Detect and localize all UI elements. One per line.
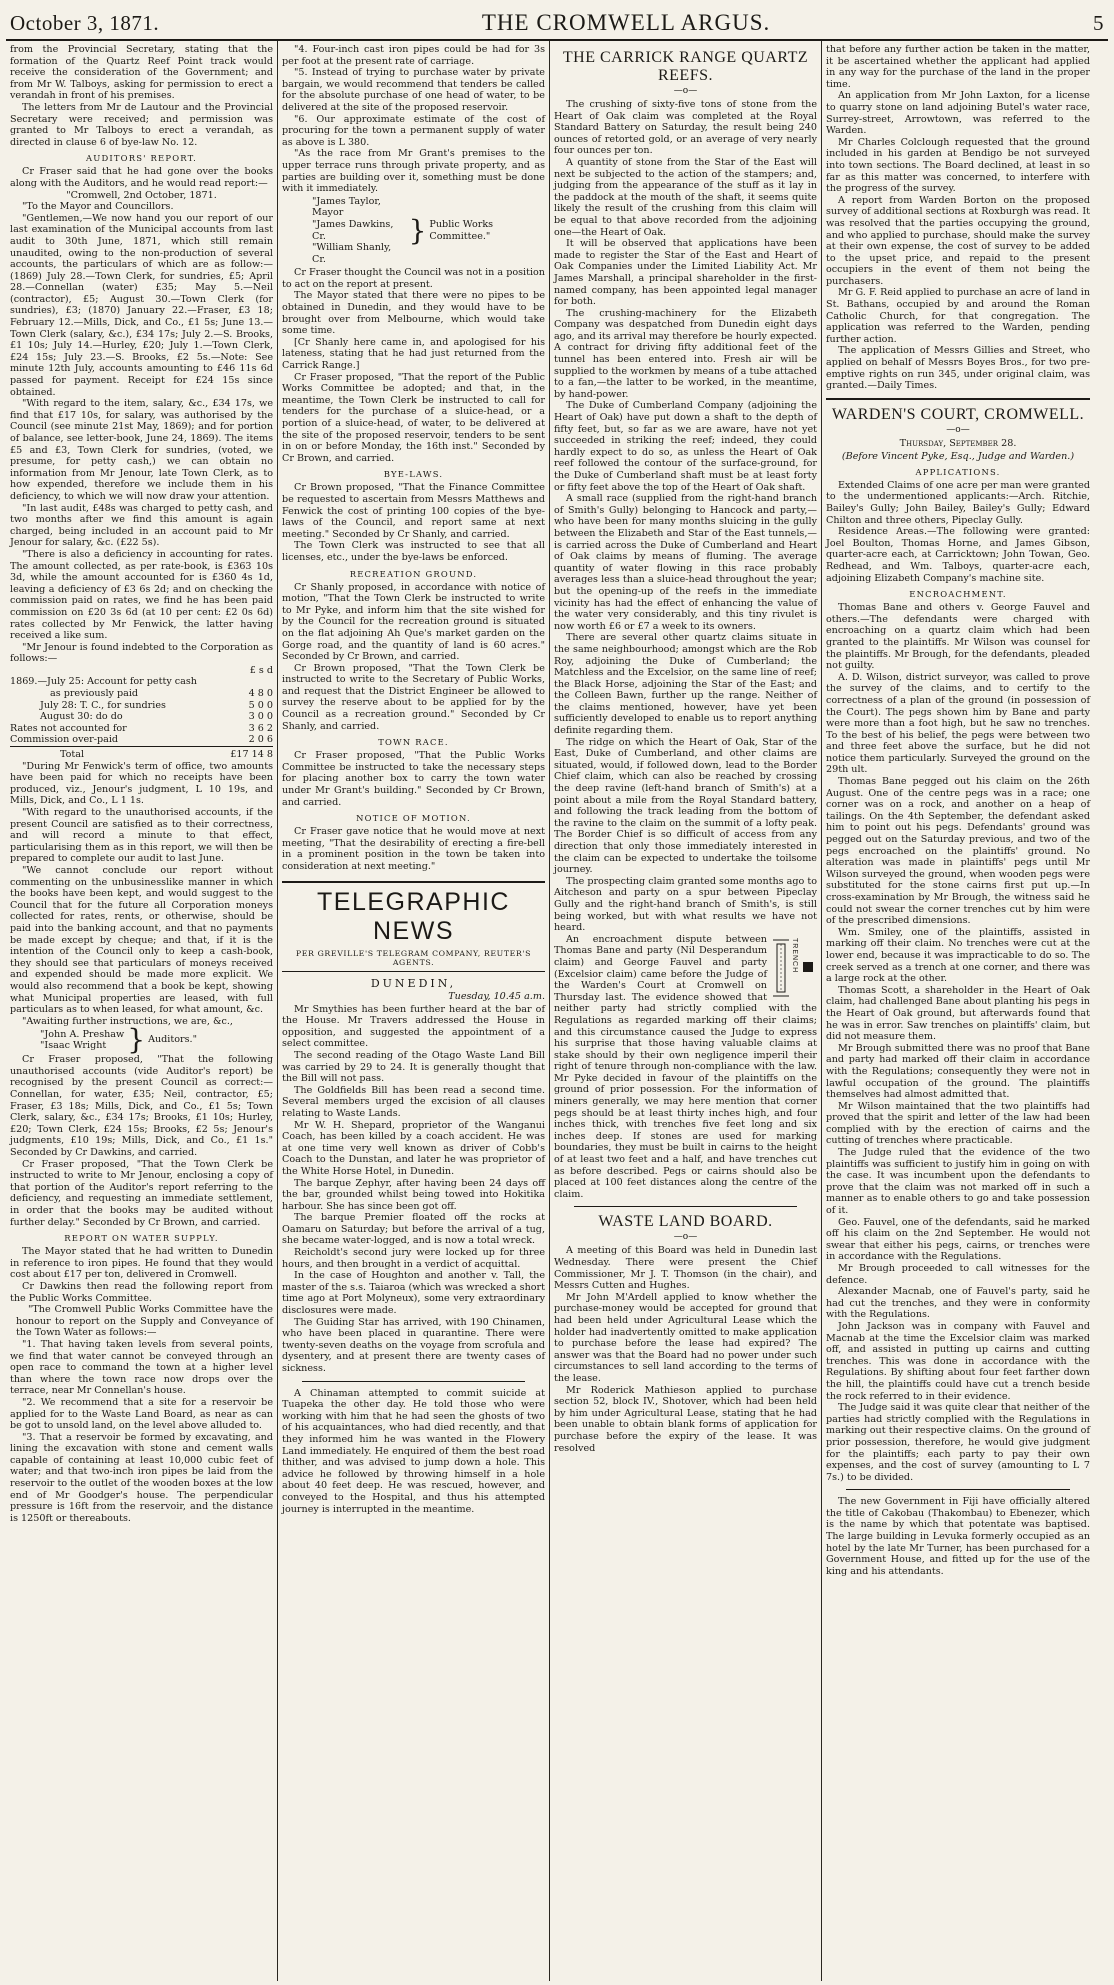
paragraph: "2. We recommend that a site for a reservoir be applied for to the Waste Land Board, as near as can be got to unsold land, on the level above alluded to. bbox=[10, 1396, 273, 1432]
paragraph: Geo. Fauvel, one of the defendants, said he marked off his claim on the 2nd September. He would not swear that either his pegs, cairns, or trenches were in accordance with the Regulations. bbox=[826, 1216, 1090, 1263]
paragraph: Cr Fraser said that he had gone over the books along with the Auditors, and he would read report:— bbox=[10, 166, 273, 189]
paragraph: "Mr Jenour is found indebted to the Corporation as follows:— bbox=[10, 641, 273, 665]
divider: —o— bbox=[673, 86, 698, 96]
court-date: Thursday, September 28. bbox=[899, 437, 1017, 449]
divider bbox=[846, 1489, 1070, 1490]
brace: } bbox=[127, 1023, 146, 1057]
paragraph: Cr Fraser thought the Council was not in a position to act on the report at present. bbox=[282, 267, 545, 290]
paragraph: Wm. Smiley, one of the plaintiffs, assisted in marking off their claim. No trenches were cut at the lower end, because it was impracticable to do so. The creek served as a trench at one corner, and there was a large rock at the other. bbox=[826, 926, 1090, 985]
telegraphic-news-heading: TELEGRAPHIC NEWS bbox=[282, 881, 545, 946]
paragraph: Mr Wilson maintained that the two plaintiffs had proved that the spirit and letter of the law had been complied with by the erection of cairns and the cutting of trenches where practicable. bbox=[826, 1100, 1090, 1147]
divider bbox=[574, 1206, 797, 1207]
paragraph: Mr W. H. Shepard, proprietor of the Wanganui Coach, has been killed by a coach accident. He was at one time very well known as driver of Cobb's Coach to the Dunstan, and later he was proprietor of the White Horse Hotel, in Dunedin. bbox=[282, 1119, 545, 1177]
paragraph: "4. Four-inch cast iron pipes could be had for 3s per foot at the present rate of carriage. bbox=[282, 44, 545, 67]
section-subheading: ENCROACHMENT. bbox=[909, 589, 1007, 600]
paragraph: John Jackson was in company with Fauvel and Macnab at the time the Excelsior claim was marked off, and assisted in putting up cairns and cutting trenches. This was done in accordance with the Regulations. By shifting about four feet farther down the hill, the plaintiffs could have cut a trench beside the rock referred to in their evidence. bbox=[826, 1320, 1090, 1402]
paragraph: "With regard to the item, salary, &c., £34 17s, we find that £17 10s, for salary, was authorised by the Council (see minute 21st May, 1869); and for portion of balance, see letter-book, June 24, 1869). The items £5 and £3, Town Clerk for sundries, (voted, we presume, for petty cash,) we can obtain no information from Mr Jenour, late Town Clerk, as to how expended, therefore we include them in his deficiency, to which we will now draw your attention. bbox=[10, 398, 273, 502]
paragraph: Mr Roderick Mathieson applied to purchase section 52, block IV., Shotover, which had been held by him under Agricultural Lease, stating that he had been unable to obtain blank forms of application for purchase before the expiry of the lease. It was resolved bbox=[554, 1384, 817, 1454]
paragraph: Extended Claims of one acre per man were granted to the undermentioned applicants:—Arch. Ritchie, Bailey's Gully; John Bailey, Bailey's Gully; Edward Chilton and three others, Pipeclay Gully. bbox=[826, 479, 1090, 526]
paragraph: Mr Smythies has been further heard at the bar of the House. Mr Travers addressed the House in opposition, and suggested the appointment of a select committee. bbox=[282, 1003, 545, 1050]
account-table bbox=[10, 665, 273, 761]
table-row: as previously paid 4 8 0 bbox=[50, 688, 273, 700]
paragraph: that before any further action be taken in the matter, it be ascertained whether the applicant had applied in any way for the purchase of the land in the proper time. bbox=[826, 44, 1090, 90]
paragraph: A. D. Wilson, district surveyor, was called to prove the survey of the claims, and to certify to the correctness of a plan of the ground (in possession of the Court). The pegs shown him by Bane and party were more than a foot high, but he saw no trenches. To the best of his belief, the pegs were between two and three feet above the surface, but he did not notice them particularly. Surveyed the ground on the 29th ult. bbox=[826, 671, 1090, 776]
article-heading: WASTE LAND BOARD. bbox=[598, 1213, 773, 1231]
paragraph: An encroachment dispute between Thomas Bane and party (Nil Desperandum claim) and George Fauvel and party (Excelsior claim) came before the Judge of the Warden's Court at Cromwell on Thursday last. The evidence showed that neither party had strictly complied with the Regulations as regarded marking off their claims; and this circumstance caused the Judge to express his surprise that those having valuable claims at stake should by their own negligence imperil their right of tenure through non-compliance with the law. Mr Pyke decided in favour of the plaintiffs on the ground of prior possession. For the information of miners generally, we may here mention that corner pegs should be at least thirty inches high, and four inches thick, with trenches five feet long and six inches deep. If stones are used for marking boundaries, they must be built in cairns to the height of at least two feet and a half, and have trenches cut as before described. Pegs or cairns should also be placed at 100 feet distances along the centre of the claim. bbox=[554, 933, 817, 1200]
paragraph: A small race (supplied from the right-hand branch of Smith's Gully) belonging to Hancock and party,—who have been for many months sluicing in the gully between the Elizabeth and Star of the East tunnels,—is carried across the Duke of Cumberland and Heart of Oak claims by means of fluming. The average quantity of water flowing in this race probably averages less than a sluice-head throughout the year; but the opening-up of the reefs in the immediate vicinity has had the effect of enhancing the value of the water very considerably, and this tiny rivulet is now worth £6 or £7 a week to its owners. bbox=[554, 493, 817, 632]
paragraph: Thomas Bane and others v. George Fauvel and others.—The defendants were charged with encroaching on a quartz claim which had been granted to the plaintiffs. Mr Wilson was counsel for the plaintiffs. Mr Brough, for the defendants, pleaded not guilty. bbox=[826, 602, 1090, 672]
paragraph: "Awaiting further instructions, we are, &c., bbox=[22, 1015, 233, 1027]
paragraph: Cr Fraser gave notice that he would move at next meeting, "That the desirability of erecting a fire-bell in a prominent position in the town be taken into consideration at next meeting." bbox=[282, 826, 545, 872]
article-heading: WARDEN'S COURT, CROMWELL. bbox=[831, 405, 1085, 423]
table-row: August 30: do do 3 0 0 bbox=[40, 711, 273, 723]
paragraph: There are several other quartz claims situate in the same neighbourhood; amongst which are the Rob Roy, adjoining the Duke of Cumberland; the Matchless and the Excelsior, on the same line of reef; the Black Horse, adjoining the Star of the East; and the Colleen Bawn, further up the range. Neither of the claims mentioned, however, have yet been sufficiently developed to enable us to report anything definite regarding them. bbox=[554, 632, 817, 737]
paragraph: The Judge ruled that the evidence of the two plaintiffs was sufficient to justify him in going on with the case. It was incumbent upon the defendants to prove that the claim was not marked off in such a manner as to enable others to go and take possession of it. bbox=[826, 1147, 1090, 1217]
paragraph: "The Cromwell Public Works Committee have the honour to report on the Supply and Conveyance of the Town Water as follows:— bbox=[16, 1304, 273, 1339]
paragraph: The Duke of Cumberland Company (adjoining the Heart of Oak) have put down a shaft to the depth of fifty feet, but, so far as we are aware, have not yet succeeded in striking the reef; indeed, they could hardly expect to do so, as unless the Heart of Oak reef followed the contour of the surface-ground, for the Duke of Cumberland shaft must be at least forty or fifty feet above the top of the Heart of Oak shaft. bbox=[554, 400, 817, 493]
paragraph: An application from Mr John Laxton, for a license to quarry stone on land adjoining Butel's water race, Surrey-street, Arrowtown, was referred to the Warden. bbox=[826, 90, 1090, 137]
paragraph: In the case of Houghton and another v. Tall, the master of the s.s. Taiaroa (which was wrecked a short time ago at Port Molyneux), some very extraordinary disclosures were made. bbox=[282, 1270, 545, 1317]
committee-signature: "James Taylor, Mayor "James Dawkins, Cr. "William Shanly, Cr. } Public Works Committee." bbox=[312, 195, 494, 265]
paragraph: "We cannot conclude our report without commenting on the unbusinesslike manner in which the books have been kept, and would suggest to the Council that for the future all Corporation moneys collected for rates, rents, or otherwise, should be paid into the banking account, and that no payments be made except by cheque; and that, if it is the intention of the Council only to keep a cash-book, they should see that particulars of moneys received and expended should be made more explicit. We would also recommend that a book be kept, showing what Municipal properties are leased, with full particulars as to when leased, for what amount, &c. bbox=[10, 864, 273, 1016]
page-number: 5 bbox=[1092, 11, 1104, 35]
paragraph: The second reading of the Otago Waste Land Bill was carried by 29 to 24. It is generally thought that the Bill will not pass. bbox=[282, 1049, 545, 1085]
paragraph: Mr John M'Ardell applied to know whether the purchase-money would be accepted for ground that had been held under Agricultural Lease which the holder had inadvertently omitted to make application to purchase before the lease had expired? The answer was that the Board had no power under such circumstances to sell land according to the terms of the lease. bbox=[554, 1291, 817, 1384]
trench-label: TRENCH bbox=[791, 937, 798, 973]
dateline-time: Tuesday, 10.45 a.m. bbox=[448, 990, 545, 1002]
paragraph: [Cr Shanly here came in, and apologised for his lateness, stating that he had just returned from the Carrick Range.] bbox=[282, 336, 545, 372]
paragraph: "With regard to the unauthorised accounts, if the present Council are satisfied as to their correctness, and will record a minute to that effect, particularising them as in this report, we will then be prepared to complete our audit to last June. bbox=[10, 807, 273, 865]
paragraph: Cr Dawkins then read the following report from the Public Works Committee. bbox=[10, 1280, 273, 1304]
paragraph: The Goldfields Bill has been read a second time. Several members urged the excision of all clauses relating to Waste Lands. bbox=[282, 1084, 545, 1119]
paragraph: "5. Instead of trying to purchase water by private bargain, we would recommend that tenders be called for the absolute purchase of one head of water, to be delivered at the site of the proposed reservoir. bbox=[282, 67, 545, 113]
paragraph: "6. Our approximate estimate of the cost of procuring for the town a permanent supply of water as above is L 380. bbox=[282, 113, 545, 148]
paragraph: "3. That a reservoir be formed by excavating, and lining the excavation with stone and cement walls capable of containing at least 10,000 cubic feet of water; and that two-inch iron pipes be laid from the reservoir to the outlet of the wooden boxes at the low end of Mr Goodger's house. The perpendicular pressure is 16ft from the reservoir, and the distance is 1250ft or thereabouts. bbox=[10, 1431, 273, 1524]
paragraph: Mr Charles Colclough requested that the ground included in his garden at Bendigo be not surveyed into town sections. The Board declined, at least in so far as this matter was concerned, to interfere with the progress of the survey. bbox=[826, 136, 1090, 195]
paragraph: The prospecting claim granted some months ago to Aitcheson and party on a spur between Pipeclay Gully and the right-hand branch of Smith's, is still being worked, but with what results we have not heard. bbox=[554, 875, 817, 934]
paragraph: The crushing-machinery for the Elizabeth Company was despatched from Dunedin eight days ago, and its arrival may therefore be hourly expected. A contract for driving fifty additional feet of the tunnel has been entered into. Fresh air will be supplied to the workmen by means of a tube attached to a fan,—the latter to be worked, in the meantime, by hand-power. bbox=[554, 307, 817, 400]
section-subheading: TOWN RACE. bbox=[378, 737, 449, 748]
auditors-signature: "John A. Preshaw "Isaac Wright } Auditors." bbox=[40, 1023, 197, 1057]
paragraph: Cr Fraser proposed, "That the report of the Public Works Committee be adopted; and that, in the meantime, the Town Clerk be instructed to call for tenders for the purchase of a sluice-head, or a portion of a sluice-head, of water, to be delivered at the site of the proposed reservoir, tenders to be sent in on or before Monday, the 16th inst." Seconded by Cr Brown, and carried. bbox=[282, 371, 545, 464]
divider bbox=[302, 1381, 525, 1382]
paragraph: The Mayor stated that there were no pipes to be obtained in Dunedin, and they would have to be brought over from Melbourne, which would take some time. bbox=[282, 290, 545, 337]
article-heading: THE CARRICK RANGE QUARTZ REEFS. bbox=[562, 49, 809, 84]
paragraph: Reicholdt's second jury were locked up for three hours, and then brought in a verdict of acquittal. bbox=[282, 1247, 545, 1270]
paragraph: The new Government in Fiji have officially altered the title of Cakobau (Thakombau) to Ebenezer, which is the name by which that potentate was baptised. The large building in Levuka formerly occupied as an hotel by the late Mr Turner, has been purchased for a Government House, and fitted up for the use of the king and his attendants. bbox=[826, 1496, 1090, 1577]
divider: —o— bbox=[946, 424, 970, 435]
section-subheading: AUDITORS' REPORT. bbox=[85, 153, 198, 164]
paragraph: A report from Warden Borton on the proposed survey of additional sections at Roxburgh was read. It was resolved that the parties occupying the ground, and who applied to purchase, should make the survey at their own expense, the cost of survey to be added to the upset price, and repaid to the present occupiers in the event of them not being the purchasers. bbox=[826, 194, 1090, 287]
paragraph: The Mayor stated that he had written to Dunedin in reference to iron pipes. He found that they would cost about £17 per ton, delivered in Cromwell. bbox=[10, 1246, 273, 1281]
table-row: Rates not accounted for 3 6 2 bbox=[10, 722, 273, 734]
paragraph: A quantity of stone from the Star of the East will next be subjected to the action of the stampers; and, judging from the appearance of the stuff as it lay in the paddock at the mouth of the shaft, it seems quite likely the result of the crushing from this claim will be equal to that above recorded from the adjoining one—the Heart of Oak. bbox=[554, 156, 817, 238]
column-1 bbox=[6, 41, 278, 1981]
paragraph: "Cromwell, 2nd October, 1871. bbox=[66, 189, 217, 201]
table-row: Commission over-paid 2 0 6 bbox=[10, 734, 273, 746]
paragraph: Cr Brown proposed, "That the Town Clerk be instructed to write to the Secretary of Public Works, and request that the District Engineer be allowed to survey the reserve about to be applied for by the Council as a recreation ground." Seconded by Cr Shanly, and carried. bbox=[282, 662, 545, 732]
masthead bbox=[6, 6, 1108, 41]
paragraph: Mr Brough proceeded to call witnesses for the defence. bbox=[826, 1263, 1090, 1286]
paragraph: Alexander Macnab, one of Fauvel's party, said he had cut the trenches, and they were in conformity with the Regulations. bbox=[826, 1286, 1090, 1321]
paragraph: Thomas Scott, a shareholder in the Heart of Oak claim, had challenged Bane about planting his pegs in the Heart of Oak ground, but afterwards found that he was in error. Saw trenches on plaintiffs' claim, but did not measure them. bbox=[826, 984, 1090, 1043]
paragraph: The Guiding Star has arrived, with 190 Chinamen, who have been placed in quarantine. There were twenty-seven deaths on the voyage from scrofula and dysentery, and at present there are twenty cases of sickness. bbox=[282, 1316, 545, 1374]
divider: —o— bbox=[673, 1232, 698, 1243]
paragraph: The crushing of sixty-five tons of stone from the Heart of Oak claim was completed at the Royal Standard Battery on Saturday, the result being 240 ounces of retorted gold, or an average of very nearly four ounces per ton. bbox=[554, 99, 817, 157]
paragraph: The letters from Mr de Lautour and the Provincial Secretary were received; and permission was granted to Mr Talboys to erect a verandah, as directed in clause 6 of bye-law No. 12. bbox=[10, 101, 273, 148]
paragraph: "During Mr Fenwick's term of office, two amounts have been paid for which no receipts have been produced, viz., Jenour's judgment, L 10 19s, and Mills, Dick, and Co., L 1 1s. bbox=[10, 760, 273, 807]
paragraph: "1. That having taken levels from several points, we find that water cannot be conveyed through an open race to command the town at a higher level than where the town race now drops over the terrace, near Mr Connellan's house. bbox=[10, 1338, 273, 1397]
news-agency-line: PER GREVILLE'S TELEGRAM COMPANY, REUTER'S AGENTS. bbox=[282, 949, 545, 972]
paragraph: Cr Shanly proposed, in accordance with notice of motion, "That the Town Clerk be instructed to write to Mr Pyke, and inform him that the site wished for by the Council for the recreation ground is situated on the flat adjoining Ah Que's market garden on the Gorge road, and the quantity of land is 60 acres." Seconded by Cr Brown, and carried. bbox=[282, 581, 545, 663]
paragraph: "Gentlemen,—We now hand you our report of our last examination of the Municipal accounts from last audit to 30th June, 1871, which still remain unaudited, owing to the non-production of several accounts, the particulars of which are as follow:—(1869) July 28.—Town Clerk, for sundries, £5; April 28.—Connellan (water) £35; May 5.—Neil (contractor), £5; August 30.—Town Clerk (for sundries), £3; (1870) January 22.—Fraser, £3 18; February 12.—Mills, Dick, and Co., £1 5s; June 13.—Town Clerk (salary, &c.), £34 17s; July 2.—S. Brooks, £1 10s; July 14.—Hurley, £20; July 1.—Town Clerk, £24 15s; July 23.—S. Brooks, £2 5s.—Note: See minute 12th July, accounts amounting to £46 11s 6d passed for payment. Receipt for £24 15s since obtained. bbox=[10, 212, 273, 398]
paragraph: A Chinaman attempted to commit suicide at Tuapeka the other day. He told those who were working with him that he had seen the ghosts of two of his acquaintances, who had died recently, and that they informed him he was wanted in the Flowery Land immediately. He enquired of them the best road thither, and was advised to jump down a hole. This advice he followed by throwing himself in a hole about 40 feet deep. He was rescued, however, and conveyed to the Hospital, and thus his attempted journey is interrupted in the meantime. bbox=[282, 1387, 545, 1515]
section-subheading: APPLICATIONS. bbox=[915, 466, 1001, 477]
paragraph: The ridge on which the Heart of Oak, Star of the East, Duke of Cumberland, and other claims are situated, would, if followed down, lead to the Border Chief claim, which can also be reached by crossing the deep ravine (left-hand branch of Smith's) at a point about a mile from the Royal Standard battery, and following the track leading from the bottom of the ravine to the claim on the summit of a lofty peak. The Border Chief is so difficult of access from any direction that only those immediately interested in the claim can be expected to undertake the toilsome journey. bbox=[554, 736, 817, 876]
paragraph: Cr Fraser proposed, "That the Public Works Committee be instructed to take the necessary steps for placing another box to carry the town water under Mr Grant's building." Seconded by Cr Brown, and carried. bbox=[282, 750, 545, 808]
brace: } bbox=[408, 213, 427, 247]
paragraph: The barque Premier floated off the rocks at Oamaru on Saturday; but before the arrival of a tug, she became water-logged, and is now a total wreck. bbox=[282, 1212, 545, 1247]
paragraph: Thomas Bane pegged out his claim on the 26th August. One of the centre pegs was in a race; one corner was on a rock, and another on a heap of tailings. On the 4th September, the defendant asked him to point out his pegs. Defendants' ground was pegged out on the Saturday previous, and two of the pegs encroached on the plaintiffs' ground. No alteration was made in plaintiffs' pegs until Mr Wilson surveyed the ground, when wooden pegs were substituted for the stone cairns first put up.—In cross-examination by Mr Brough, the witness said he could not swear the corner trenches cut by him were of the prescribed dimensions. bbox=[826, 776, 1090, 927]
paragraph: from the Provincial Secretary, stating that the formation of the Quartz Reef Point track would receive the consideration of the Government; and from Mr W. Talboys, asking for permission to erect a verandah in front of his premises. bbox=[10, 44, 273, 102]
table-row: July 28: T. C., for sundries 5 0 0 bbox=[40, 699, 273, 711]
paragraph: Residence Areas.—The following were granted: Joel Boulton, Thomas Horne, and James Gibson, quarter-acre each, at Carricktown; John Towan, Geo. Redhead, and Wm. Talboys, quarter-acre each, adjoining Elizabeth Company's machine site. bbox=[826, 526, 1090, 584]
paragraph: "In last audit, £48s was charged to petty cash, and two months after we find this amount is again charged, being included in an account paid to Mr Jenour for salary, &c. (£22 5s). bbox=[10, 502, 273, 549]
paragraph: "To the Mayor and Councillors. bbox=[22, 201, 174, 213]
table-row: 1869.—July 25: Account for petty cash bbox=[10, 676, 197, 688]
trench-diagram bbox=[771, 936, 817, 1000]
column-2 bbox=[278, 41, 550, 1981]
paragraph: Cr Brown proposed, "That the Finance Committee be requested to ascertain from Messrs Matthews and Fenwick the cost of printing 100 copies of the bye-laws of the Council, and report same at next meeting." Seconded by Cr Shanly, and carried. bbox=[282, 482, 545, 540]
paragraph: "There is also a deficiency in accounting for rates. The amount collected, as per rate-book, is £363 10s 3d, while the amount accounted for is £360 4s 1d, leaving a deficiency of £3 6s 2d; and on checking the commission paid on rates, we find he has been paid commission on £20 3s 6d (at 10 per cent: £2 0s 6d) rates collected by Mr Fenwick, the latter having received a like sum. bbox=[10, 548, 273, 642]
table-total-row: Total £17 14 8 bbox=[10, 747, 273, 761]
paragraph: Mr Brough submitted there was no proof that Bane and party had marked off their claim in accordance with the Regulations; consequently they were not in lawful occupation of the ground. The plaintiffs themselves had almost admitted that. bbox=[826, 1042, 1090, 1101]
paragraph: The barque Zephyr, after having been 24 days off the bar, grounded whilst being towed into Hokitika harbour. She has since been got off. bbox=[282, 1177, 545, 1212]
paragraph: Mr G. F. Reid applied to purchase an acre of land in St. Bathans, occupied by and around the Roman Catholic Church, for that congregation. The application was referred to the Warden, pending further action. bbox=[826, 287, 1090, 345]
dateline-place: DUNEDIN, bbox=[370, 976, 457, 990]
columns bbox=[6, 41, 1108, 1981]
paragraph: Cr Fraser proposed, "That the Town Clerk be instructed to write to Mr Jenour, enclosing a copy of that portion of the Auditor's report referring to the deficiency, and requesting an immediate settlement, in order that the books may be audited without further delay." Seconded by Cr Brown, and carried. bbox=[10, 1158, 273, 1228]
issue-date: October 3, 1871. bbox=[10, 11, 160, 35]
newspaper-title: THE CROMWELL ARGUS. bbox=[481, 10, 771, 35]
section-subheading: REPORT ON WATER SUPPLY. bbox=[64, 1233, 219, 1244]
section-subheading: RECREATION GROUND. bbox=[349, 568, 478, 579]
paragraph: The Judge said it was quite clear that neither of the parties had strictly complied with the Regulations in marking out their respective claims. On the ground of prior possession, therefore, he would give judgment for the plaintiffs; each party to pay their own expenses, and the cost of survey (amounting to L 7 7s.) to be divided. bbox=[826, 1402, 1090, 1483]
section-subheading: NOTICE OF MOTION. bbox=[356, 813, 471, 824]
table-units: £ s d bbox=[249, 664, 273, 676]
column-4 bbox=[822, 41, 1094, 1981]
divider bbox=[826, 398, 1090, 400]
paragraph: Cr Fraser proposed, "That the following unauthorised accounts (vide Auditor's report) be recognised by the present Council as correct:—Connellan, for water, £35; Neil, contractor, £5; Fraser, £3 18s; Mills, Dick, and Co., £1 5s; Town Clerk, salary, &c., £34 17s; Brooks, £1 10s; Hurley, £20; Town Clerk, £24 15s; Brooks, £2 5s; Jenour's judgments, £10 19s; Mills, Dick, and Co., £1 1s." Seconded by Cr Dawkins, and carried. bbox=[10, 1054, 273, 1159]
paragraph: The Town Clerk was instructed to see that all licenses, etc., under the bye-laws be enforced. bbox=[282, 540, 545, 563]
paragraph: "As the race from Mr Grant's premises to the upper terrace runs through private property, and as parties are building over it, something must be done with it immediately. bbox=[282, 148, 545, 195]
paragraph: A meeting of this Board was held in Dunedin last Wednesday. There were present the Chief Commissioner, Mr J. T. Thomson (in the chair), and Messrs Cutten and Hughes. bbox=[554, 1245, 817, 1292]
court-judge: (Before Vincent Pyke, Esq., Judge and Warden.) bbox=[841, 450, 1075, 462]
column-3 bbox=[550, 41, 822, 1981]
paragraph: It will be observed that applications have been made to register the Star of the East and Heart of Oak Companies under the Limited Liability Act. Mr James Marshall, a principal shareholder in the first-named company, has been appointed legal manager for both. bbox=[554, 238, 817, 308]
section-subheading: BYE-LAWS. bbox=[383, 469, 444, 480]
paragraph: The application of Messrs Gillies and Street, who applied on behalf of Messrs Boyes Bros., for two pre-emptive rights on run 345, under original claim, was granted.—Daily Times. bbox=[826, 345, 1090, 392]
